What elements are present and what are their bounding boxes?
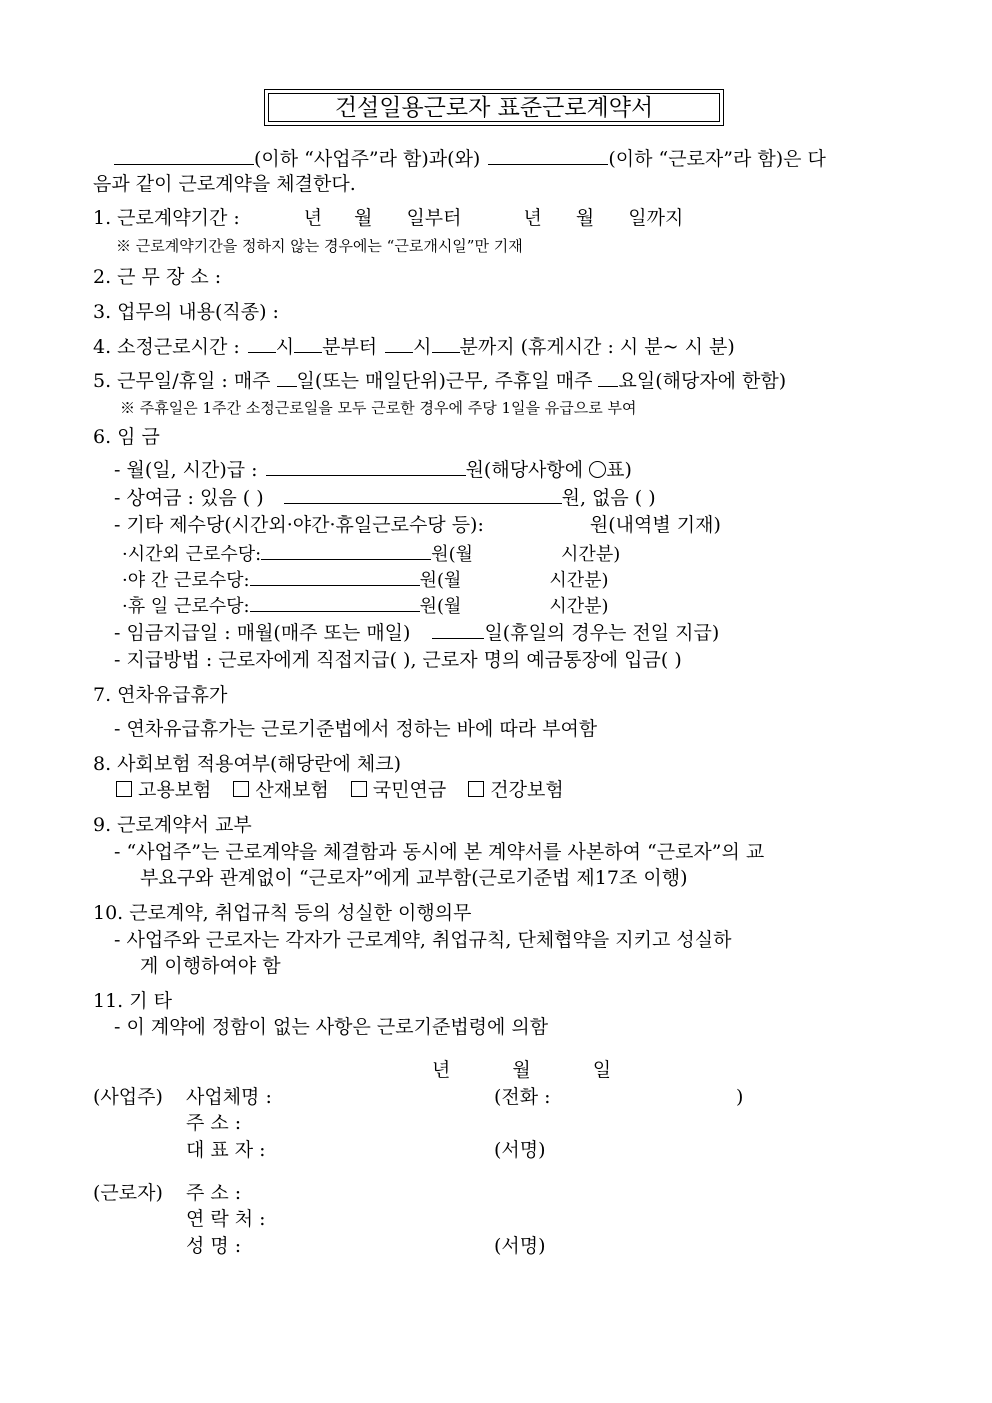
employer-tag: (사업주) <box>93 1086 163 1108</box>
document-title: 건설일용근로자 표준근로계약서 <box>268 93 720 122</box>
year-label: 년 <box>303 207 323 229</box>
section-1-label: 1. 근로계약기간 : <box>93 207 240 229</box>
payday-line <box>114 620 719 645</box>
checkbox-national-pension[interactable] <box>351 779 446 801</box>
intro-worker-text: (이하 “근로자”라 함)은 다 <box>608 148 826 170</box>
date-month-label: 월 <box>512 1059 531 1081</box>
employer-signature-label: (서명) <box>494 1139 546 1161</box>
workdays-blank[interactable] <box>277 368 297 387</box>
intro-employer-text: (이하 “사업주”라 함)과(와) <box>254 148 481 170</box>
section-1-note: ※ 근로계약기간을 정하지 않는 경우에는 “근로개시일”만 기재 <box>116 237 523 255</box>
won-month-label: 원(월 <box>419 570 462 591</box>
worker-signature-label: (서명) <box>494 1235 546 1257</box>
allowance-label: - 기타 제수당(시간외·야간·휴일근로수당 등): <box>114 514 484 536</box>
section-5-note: ※ 주휴일은 1주간 소정근로일을 모두 근로한 경우에 주당 1일을 유급으로 부여 <box>120 399 637 417</box>
section-7-label: 7. 연차유급휴가 <box>93 684 228 706</box>
checkbox-icon <box>233 781 249 797</box>
checkbox-employment-insurance[interactable] <box>116 779 211 801</box>
year-label: 년 <box>523 207 542 229</box>
start-minute-blank[interactable] <box>294 334 322 353</box>
section-5-text-1: 일(또는 매일단위)근무, 주휴일 매주 <box>296 370 593 392</box>
minute-to-label: 분까지 <box>459 336 515 358</box>
payday-blank[interactable] <box>432 620 484 639</box>
worker-name-blank[interactable] <box>488 146 608 165</box>
section-11-label: 11. 기 타 <box>93 990 173 1012</box>
holiday-allowance-line <box>122 593 609 619</box>
checkbox-icon <box>468 781 484 797</box>
wage-unit: 원(해당사항에 <box>465 459 584 481</box>
month-label: 월 <box>354 207 373 229</box>
month-label: 월 <box>575 207 595 229</box>
employer-name-blank[interactable] <box>114 146 254 165</box>
payday-tail: 일(휴일의 경우는 전일 지급) <box>484 622 720 644</box>
section-9-label: 9. 근로계약서 교부 <box>93 814 252 836</box>
wage-label: - 월(일, 시간)급 : <box>114 459 258 481</box>
section-3-label: 3. 업무의 내용(직종) : <box>93 301 279 323</box>
allowance-line <box>114 513 721 537</box>
day-from-label: 일부터 <box>406 207 462 229</box>
employer-address-label: 주 소 : <box>186 1112 242 1134</box>
worker-address-label: 주 소 : <box>186 1182 242 1204</box>
payday-label: - 임금지급일 : 매월(매주 또는 매일) <box>114 622 411 644</box>
insurance-checkboxes <box>116 778 564 802</box>
won-month-label: 원(월 <box>431 544 474 565</box>
minute-from-label: 분부터 <box>322 336 378 358</box>
checkbox-label: 건강보험 <box>490 779 564 801</box>
start-hour-blank[interactable] <box>248 334 276 353</box>
day-to-label: 일까지 <box>628 207 684 229</box>
date-year-label: 년 <box>432 1059 451 1081</box>
section-4-label: 4. 소정근로시간 : <box>93 336 240 358</box>
section-8-label: 8. 사회보험 적용여부(해당란에 체크) <box>93 753 402 775</box>
section-4 <box>93 334 735 359</box>
holiday-label: ·휴 일 근로수당: <box>122 596 250 617</box>
bonus-amount-blank[interactable] <box>284 485 562 504</box>
section-9-line-2: 부요구와 관계없이 “근로자”에게 교부함(근로기준법 제17조 이행) <box>140 867 688 889</box>
bonus-label: - 상여금 : 있음 ( ) <box>114 487 264 509</box>
checkbox-industrial-accident-insurance[interactable] <box>233 779 328 801</box>
employer-phone-label: (전화 : <box>494 1086 551 1108</box>
intro-line-2: 음과 같이 근로계약을 체결한다. <box>93 173 356 195</box>
end-minute-blank[interactable] <box>432 334 460 353</box>
section-10-line-1: - 사업주와 근로자는 각자가 근로계약, 취업규칙, 단체협약을 지키고 성실하 <box>114 929 732 951</box>
hour-label: 시 <box>413 336 432 358</box>
checkbox-health-insurance[interactable] <box>468 779 563 801</box>
hour-label: 시 <box>275 336 295 358</box>
bonus-line <box>114 485 656 510</box>
overtime-amount-blank[interactable] <box>261 541 431 560</box>
holiday-amount-blank[interactable] <box>250 593 420 612</box>
night-amount-blank[interactable] <box>250 567 420 586</box>
wage-amount-blank[interactable] <box>266 457 466 476</box>
section-5 <box>93 368 786 393</box>
section-5-label: 5. 근무일/휴일 : 매주 <box>93 370 271 392</box>
allowance-unit: 원(내역별 기재) <box>589 514 721 536</box>
wage-line <box>114 457 632 482</box>
night-allowance-line <box>122 567 609 593</box>
section-10-label: 10. 근로계약, 취업규칙 등의 성실한 이행의무 <box>93 902 472 924</box>
circle-mark-icon <box>589 461 606 478</box>
section-2-label: 2. 근 무 장 소 : <box>93 266 222 288</box>
checkbox-label: 산재보험 <box>255 779 329 801</box>
section-11-text: - 이 계약에 정함이 없는 사항은 근로기준법령에 의함 <box>114 1016 549 1038</box>
night-label: ·야 간 근로수당: <box>122 570 250 591</box>
worker-name-label: 성 명 : <box>186 1235 242 1257</box>
employer-representative-label: 대 표 자 : <box>186 1139 266 1161</box>
section-6-label: 6. 임 금 <box>93 426 160 448</box>
section-1 <box>93 206 683 230</box>
checkbox-icon <box>351 781 367 797</box>
worker-tag: (근로자) <box>93 1182 163 1204</box>
hours-minutes-label: 시간분) <box>561 544 621 565</box>
section-10-line-2: 게 이행하여야 함 <box>140 955 281 977</box>
contract-date <box>432 1058 611 1082</box>
document-title-box <box>264 89 724 126</box>
employer-company-name-label: 사업체명 : <box>186 1086 272 1108</box>
checkbox-icon <box>116 781 132 797</box>
won-month-label: 원(월 <box>419 596 462 617</box>
intro-line-1 <box>114 146 826 171</box>
hours-minutes-label: 시간분) <box>549 596 609 617</box>
section-5-text-2: 요일(해당자에 한함) <box>618 370 787 392</box>
overtime-allowance-line <box>122 541 620 567</box>
worker-contact-label: 연 락 처 : <box>186 1208 266 1230</box>
end-hour-blank[interactable] <box>385 334 413 353</box>
payment-method-line: - 지급방법 : 근로자에게 직접지급( ), 근로자 명의 예금통장에 입금( ) <box>114 649 682 671</box>
checkbox-label: 국민연금 <box>372 779 447 801</box>
checkbox-label: 고용보험 <box>138 779 212 801</box>
section-9-line-1: - “사업주”는 근로계약을 체결함과 동시에 본 계약서를 사본하여 “근로자”의 교 <box>114 841 765 863</box>
date-day-label: 일 <box>592 1059 612 1081</box>
overtime-label: ·시간외 근로수당: <box>122 544 262 565</box>
break-time: (휴게시간 : 시 분~ 시 분) <box>520 336 735 358</box>
employer-phone-close: ) <box>736 1086 744 1108</box>
wage-mark-text: 표) <box>606 459 632 481</box>
hours-minutes-label: 시간분) <box>549 570 609 591</box>
section-7-text: - 연차유급휴가는 근로기준법에서 정하는 바에 따라 부여함 <box>114 718 598 740</box>
bonus-unit: 원, 없음 ( ) <box>561 487 656 509</box>
weekly-holiday-blank[interactable] <box>598 368 618 387</box>
